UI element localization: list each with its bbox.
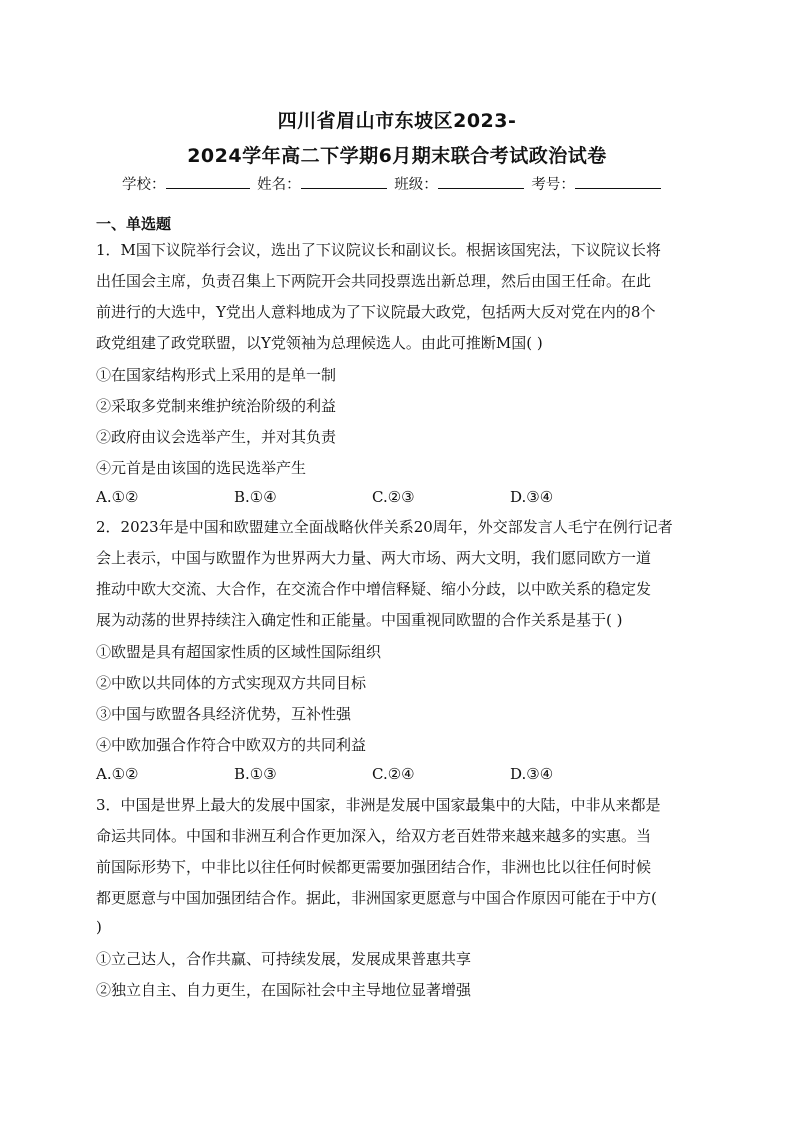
question-3-stem-line: 命运共同体。中国和非洲互利合作更加深入，给双方老百姓带来越来越多的实惠。当 [96, 827, 652, 845]
question-2-stem-line: 推动中欧大交流、大合作，在交流合作中增信释疑、缩小分歧，以中欧关系的稳定发 [96, 580, 652, 598]
question-3-stem-line: 都更愿意与中国加强团结合作。据此，非洲国家更愿意与中国合作原因可能在于中方( [96, 889, 657, 907]
question-3-stem-line: ) [96, 918, 102, 936]
exam-title-line-2: 2024学年高二下学期6月期末联合考试政治试卷 [187, 145, 607, 167]
question-1-option: ②采取多党制来维护统治阶级的利益 [96, 397, 337, 415]
question-2-choice-a[interactable]: A.①② [96, 765, 139, 783]
name-blank[interactable] [301, 174, 387, 189]
question-2-choice-c[interactable]: C.②④ [372, 765, 415, 783]
exam-number-blank[interactable] [575, 174, 661, 189]
question-1-stem-line: 1．M国下议院举行会议，选出了下议院议长和副议长。根据该国宪法，下议院议长将 [96, 241, 661, 259]
question-3-stem-line: 3．中国是世界上最大的发展中国家，非洲是发展中国家最集中的大陆，中非从来都是 [96, 796, 661, 814]
question-2-choice-b[interactable]: B.①③ [234, 765, 277, 783]
question-2-option: ①欧盟是具有超国家性质的区域性国际组织 [96, 643, 382, 661]
question-1-option: ④元首是由该国的选民选举产生 [96, 459, 307, 477]
question-1-choice-c[interactable]: C.②③ [372, 488, 415, 506]
question-1-option: ①在国家结构形式上采用的是单一制 [96, 366, 337, 384]
question-1-option: ②政府由议会选举产生，并对其负责 [96, 428, 337, 446]
question-1-stem-line: 出任国会主席，负责召集上下两院开会共同投票选出新总理，然后由国王任命。在此 [96, 272, 652, 290]
class-label: 班级： [394, 177, 438, 193]
question-2-stem-line: 展为动荡的世界持续注入确定性和正能量。中国重视同欧盟的合作关系是基于( ) [96, 611, 623, 629]
school-label: 学校： [122, 177, 166, 193]
question-3-option: ①立己达人，合作共赢、可持续发展，发展成果普惠共享 [96, 950, 472, 968]
class-blank[interactable] [438, 174, 524, 189]
school-blank[interactable] [166, 174, 250, 189]
question-1-stem-line: 政党组建了政党联盟，以Y党领袖为总理候选人。由此可推断M国( ) [96, 334, 543, 352]
question-2-stem-line: 2．2023年是中国和欧盟建立全面战略伙伴关系20周年，外交部发言人毛宁在例行记者 [96, 518, 673, 536]
question-2-stem-line: 会上表示，中国与欧盟作为世界两大力量、两大市场、两大文明，我们愿同欧方一道 [96, 549, 652, 567]
question-1-choice-d[interactable]: D.③④ [510, 488, 554, 506]
exam-number-label: 考号： [531, 177, 575, 193]
question-2-option: ④中欧加强合作符合中欧双方的共同利益 [96, 736, 367, 754]
exam-title-line-1: 四川省眉山市东坡区2023- [277, 110, 517, 132]
question-1-choice-a[interactable]: A.①② [96, 488, 139, 506]
question-3-stem-line: 前国际形势下，中非比以往任何时候都更需要加强团结合作，非洲也比以往任何时候 [96, 858, 652, 876]
student-info-line [122, 173, 664, 194]
question-1-choice-b[interactable]: B.①④ [234, 488, 277, 506]
question-2-option: ②中欧以共同体的方式实现双方共同目标 [96, 674, 367, 692]
question-3-option: ②独立自主、自力更生，在国际社会中主导地位显著增强 [96, 981, 472, 999]
section-heading: 一、单选题 [96, 215, 172, 233]
question-2-option: ③中国与欧盟各具经济优势，互补性强 [96, 705, 352, 723]
name-label: 姓名： [257, 177, 301, 193]
question-1-stem-line: 前进行的大选中，Y党出人意料地成为了下议院最大政党，包括两大反对党在内的8个 [96, 303, 656, 321]
question-2-choice-d[interactable]: D.③④ [510, 765, 554, 783]
